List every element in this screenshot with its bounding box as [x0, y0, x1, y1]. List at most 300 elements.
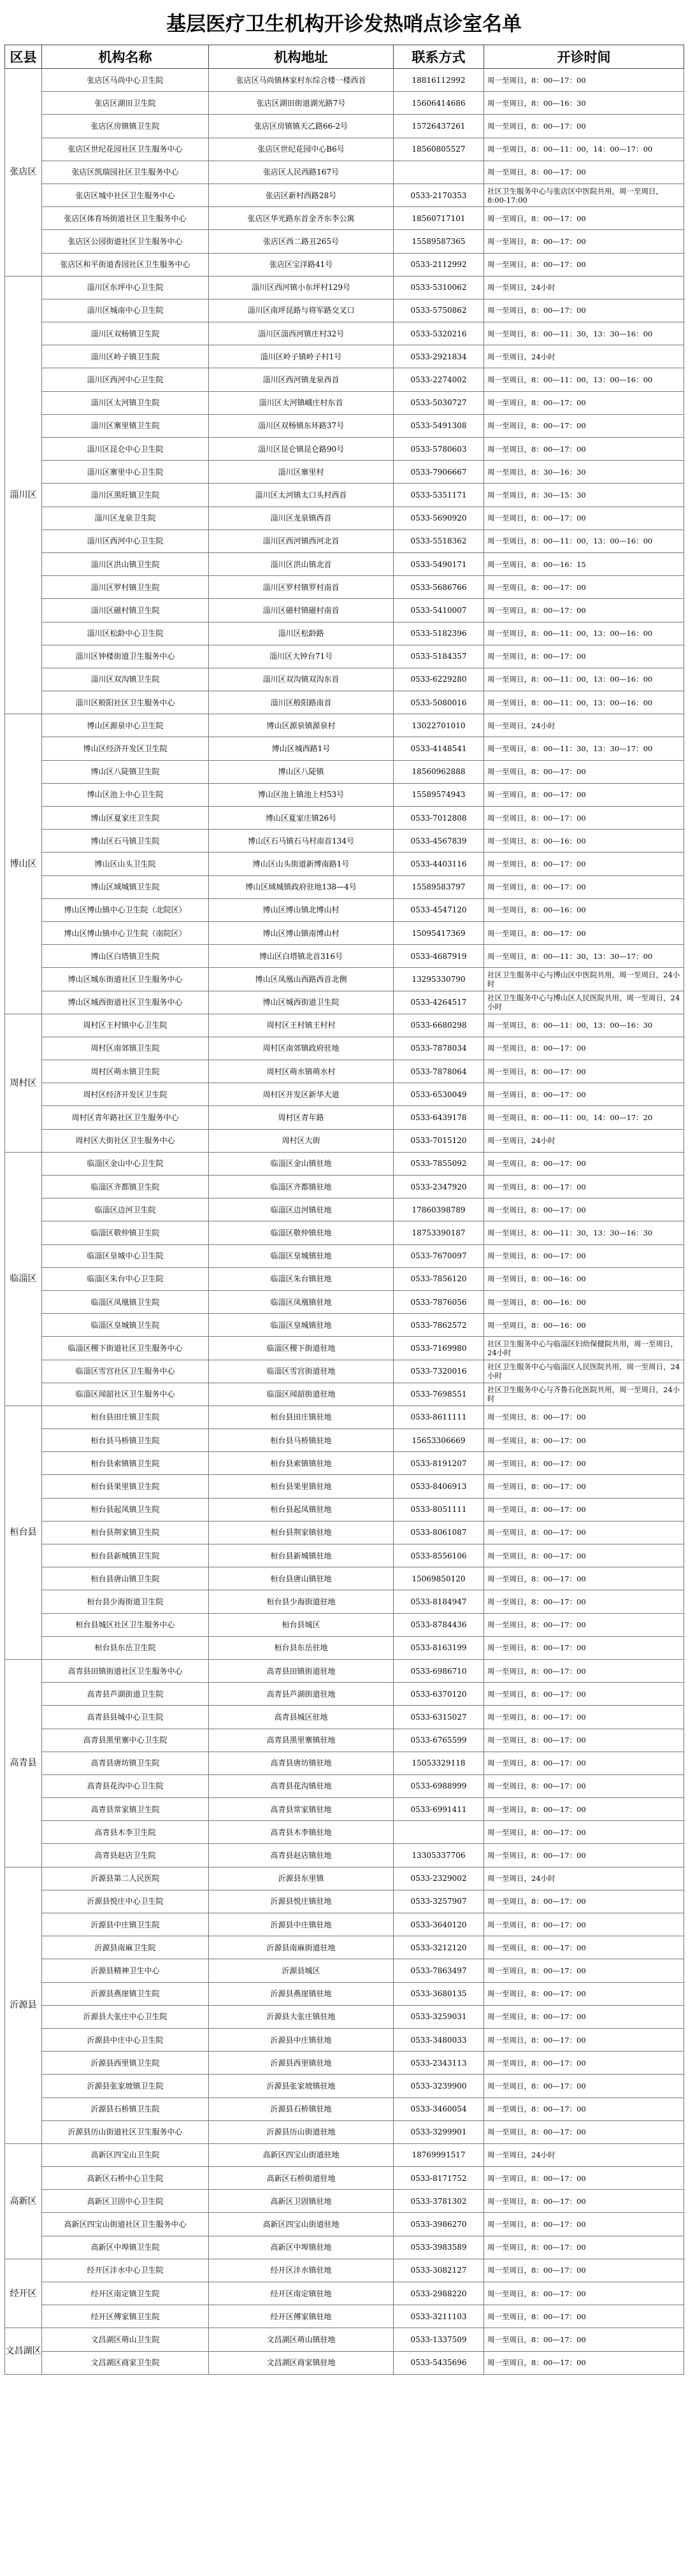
district-cell: 经开区	[5, 2259, 42, 2328]
institution-name-cell: 博山区八陡镇卫生院	[42, 760, 209, 783]
address-cell: 桓台县田庄镇驻地	[209, 1406, 394, 1428]
phone-cell: 0533-3460054	[394, 2097, 484, 2120]
address-cell: 沂源县中庄镇驻地	[209, 2028, 394, 2051]
hours-cell: 周一至周日，8：00—17：00	[484, 253, 684, 276]
table-row	[5, 183, 684, 206]
address-cell: 博山区石马镇石马村南首134号	[209, 830, 394, 853]
table-row	[5, 1982, 684, 2005]
address-cell: 临淄区齐都镇驻地	[209, 1176, 394, 1198]
phone-cell: 0533-7876056	[394, 1290, 484, 1313]
table-row	[5, 2143, 684, 2166]
address-cell: 淄川区磁村镇磁村南首	[209, 599, 394, 622]
hours-cell: 周一至周日，8：00—17：00	[484, 161, 684, 183]
phone-cell: 0533-4403116	[394, 853, 484, 875]
address-cell: 沂源县历山街道驻地	[209, 2120, 394, 2143]
phone-cell: 0533-5182396	[394, 622, 484, 645]
phone-cell: 0533-3259031	[394, 2005, 484, 2028]
address-cell: 临淄区皇城镇驻地	[209, 1244, 394, 1267]
phone-cell: 0533-2343113	[394, 2052, 484, 2075]
address-cell: 博山区源泉镇源泉村	[209, 714, 394, 737]
hours-cell: 社区卫生服务中心与临淄区妇幼保健院共用，周一至周日，24小时	[484, 1337, 684, 1360]
hours-cell: 社区卫生服务中心与临淄区人民医院共用，周一至周日，24小时	[484, 1360, 684, 1383]
address-cell: 张店区马尚镇林家村东综合楼一楼西首	[209, 69, 394, 92]
hours-cell: 社区卫生服务中心与博山区中医院共用，周一至周日，24小时	[484, 968, 684, 991]
table-body	[5, 69, 684, 2375]
table-row	[5, 1152, 684, 1175]
hours-cell: 周一至周日，8：00—17：00	[484, 299, 684, 322]
hours-cell: 周一至周日，8：00—16：00	[484, 1290, 684, 1313]
table-row	[5, 2351, 684, 2374]
institution-name-cell: 淄川区钟楼街道卫生服务中心	[42, 645, 209, 668]
phone-cell: 0533-8061087	[394, 1521, 484, 1544]
hours-cell: 周一至周日，8：00—17：00	[484, 1498, 684, 1521]
hours-cell: 周一至周日，8：00—17：00	[484, 1683, 684, 1706]
institution-name-cell: 博山区城西街道社区卫生服务中心	[42, 991, 209, 1014]
hours-cell: 周一至周日，24小时	[484, 1867, 684, 1890]
address-cell: 张店区西二路丑265号	[209, 230, 394, 253]
institution-name-cell: 淄川区磁村镇卫生院	[42, 599, 209, 622]
institution-name-cell: 高青县唐坊镇卫生院	[42, 1752, 209, 1774]
hours-cell: 周一至周日，8：00—17：00	[484, 1844, 684, 1867]
hours-cell: 周一至周日，8：00—11：00，13：00—16：00	[484, 622, 684, 645]
table-row	[5, 830, 684, 853]
address-cell: 桓台县少海街道驻地	[209, 1590, 394, 1613]
address-cell: 淄川区西河镇小东坪村129号	[209, 276, 394, 299]
table-row	[5, 1867, 684, 1890]
institution-name-cell: 沂源县中庄镇卫生院	[42, 1913, 209, 1936]
institution-name-cell: 高青县赵店卫生院	[42, 1844, 209, 1867]
address-cell: 淄川区岭子镇岭子村1号	[209, 345, 394, 368]
phone-cell: 18560805527	[394, 138, 484, 161]
hours-cell: 周一至周日，8：00—17：00	[484, 2005, 684, 2028]
institution-name-cell: 沂源县西里镇卫生院	[42, 2052, 209, 2075]
phone-cell: 15589583797	[394, 875, 484, 898]
phone-cell: 0533-5750862	[394, 299, 484, 322]
phone-cell: 0533-3480033	[394, 2028, 484, 2051]
table-row	[5, 2236, 684, 2259]
table-row	[5, 2028, 684, 2051]
phone-cell: 0533-5491308	[394, 414, 484, 437]
table-row	[5, 898, 684, 921]
phone-cell: 0533-7320016	[394, 1360, 484, 1383]
address-cell: 经开区南定镇驻地	[209, 2282, 394, 2305]
phone-cell: 0533-8611111	[394, 1406, 484, 1428]
address-cell: 临淄区凤凰镇驻地	[209, 1290, 394, 1313]
address-cell: 博山区城西路1号	[209, 737, 394, 760]
hours-cell: 周一至周日，8：00—11：00，14：00—17：00	[484, 138, 684, 161]
phone-cell: 0533-3986270	[394, 2213, 484, 2236]
institution-name-cell: 高新区四宝山街道社区卫生服务中心	[42, 2213, 209, 2236]
table-row	[5, 668, 684, 691]
phone-cell: 0533-6765599	[394, 1729, 484, 1752]
address-cell: 高青县赵店镇驻地	[209, 1844, 394, 1867]
table-row	[5, 1636, 684, 1659]
address-cell: 博山区山头街道新博南路1号	[209, 853, 394, 875]
hours-cell: 周一至周日，8：00—17：00	[484, 2097, 684, 2120]
table-row	[5, 921, 684, 944]
institution-name-cell: 淄川区寨里中心卫生院	[42, 461, 209, 484]
table-row	[5, 345, 684, 368]
institution-name-cell: 博山区石马镇卫生院	[42, 830, 209, 853]
institution-name-cell: 张店区和平街道香园社区卫生服务中心	[42, 253, 209, 276]
table-row	[5, 1798, 684, 1821]
hours-cell: 周一至周日，8：00—17：00	[484, 2328, 684, 2351]
institution-name-cell: 博山区城东街道社区卫生服务中心	[42, 968, 209, 991]
address-cell: 高新区石桥街道驻地	[209, 2167, 394, 2190]
hours-cell: 周一至周日，8：00—17：00	[484, 783, 684, 806]
institution-name-cell: 周村区萌水镇卫生院	[42, 1060, 209, 1083]
phone-cell: 0533-2921834	[394, 345, 484, 368]
institution-name-cell: 桓台县城区社区卫生服务中心	[42, 1613, 209, 1636]
table-row	[5, 1083, 684, 1106]
institution-name-cell: 博山区池上中心卫生院	[42, 783, 209, 806]
institution-name-cell: 临淄区闻韶社区卫生服务中心	[42, 1383, 209, 1406]
table-row	[5, 1844, 684, 1867]
address-cell: 文昌湖区商家镇驻地	[209, 2351, 394, 2374]
hours-cell: 周一至周日，8：00—11：30，13：30—16：30	[484, 1221, 684, 1244]
table-row	[5, 1429, 684, 1452]
table-row	[5, 1176, 684, 1198]
hours-cell: 周一至周日，8：00—17：00	[484, 853, 684, 875]
phone-cell: 0533-5030727	[394, 391, 484, 414]
hours-cell: 周一至周日，8：00—17：00	[484, 1706, 684, 1729]
hours-cell: 周一至周日，8：00—17：00	[484, 1521, 684, 1544]
table-row	[5, 1014, 684, 1037]
table-row	[5, 760, 684, 783]
phone-cell: 0533-7863497	[394, 1959, 484, 1982]
address-cell: 淄川区松龄路	[209, 622, 394, 645]
phone-cell: 0533-7698551	[394, 1383, 484, 1406]
institution-name-cell: 沂源县燕崖镇卫生院	[42, 1982, 209, 2005]
phone-cell: 0533-3299901	[394, 2120, 484, 2143]
address-cell: 沂源县东里镇	[209, 1867, 394, 1890]
institution-name-cell: 高青县黑里寨中心卫生院	[42, 1729, 209, 1752]
phone-cell: 13305337706	[394, 1844, 484, 1867]
phone-cell	[394, 161, 484, 183]
hours-cell: 周一至周日，8：00—17：00	[484, 2259, 684, 2282]
address-cell: 高青县芦湖街道驻地	[209, 1683, 394, 1706]
hours-cell: 周一至周日，8：00—11：00，13：00—16：00	[484, 529, 684, 552]
table-row	[5, 622, 684, 645]
institution-name-cell: 淄川区西河中心卫生院	[42, 368, 209, 391]
institution-name-cell: 淄川区龙泉卫生院	[42, 507, 209, 529]
hours-cell: 周一至周日，8：00—17：00	[484, 2028, 684, 2051]
institution-name-cell: 淄川区般阳社区卫生服务中心	[42, 691, 209, 714]
institution-name-cell: 张店区公园街道社区卫生服务中心	[42, 230, 209, 253]
hours-cell: 周一至周日，8：00—17：00	[484, 207, 684, 230]
hours-cell: 周一至周日，8：00—17：00	[484, 1913, 684, 1936]
district-cell: 文昌湖区	[5, 2328, 42, 2374]
phone-cell	[394, 1821, 484, 1844]
hours-cell: 周一至周日，8：00—17：00	[484, 760, 684, 783]
hours-cell: 周一至周日，8：00—17：00	[484, 507, 684, 529]
address-cell: 淄川区南坪昆路与将军路交叉口	[209, 299, 394, 322]
table-row	[5, 299, 684, 322]
hours-cell: 周一至周日，8：00—17：00	[484, 1567, 684, 1590]
institution-name-cell: 张店区凯瑞园社区卫生服务中心	[42, 161, 209, 183]
hours-cell: 周一至周日，8：00—11：00，13：00—16：00	[484, 368, 684, 391]
table-row	[5, 2213, 684, 2236]
phone-cell: 0533-7169980	[394, 1337, 484, 1360]
hours-cell: 周一至周日，8：00—17：00	[484, 1821, 684, 1844]
table-row	[5, 1498, 684, 1521]
institution-name-cell: 沂源县张家坡镇卫生院	[42, 2075, 209, 2097]
phone-cell: 0533-2112992	[394, 253, 484, 276]
institution-name-cell: 周村区南郊镇卫生院	[42, 1037, 209, 1060]
institution-name-cell: 淄川区太河镇卫生院	[42, 391, 209, 414]
table-row	[5, 2190, 684, 2213]
address-cell: 经开区傅家镇驻地	[209, 2305, 394, 2328]
institution-name-cell: 临淄区齐都镇卫生院	[42, 1176, 209, 1198]
table-row	[5, 1360, 684, 1383]
hours-cell: 周一至周日，8：00—17：00	[484, 2120, 684, 2143]
address-cell: 沂源县大张庄镇驻地	[209, 2005, 394, 2028]
phone-cell: 18560717101	[394, 207, 484, 230]
address-cell: 张店区世纪花园中心B6号	[209, 138, 394, 161]
clinic-table	[4, 45, 684, 2375]
hours-cell: 周一至周日，8：00—17：00	[484, 1544, 684, 1567]
address-cell: 周村区萌水镇萌水村	[209, 1060, 394, 1083]
address-cell: 淄川区淄西河镇庄村32号	[209, 322, 394, 345]
institution-name-cell: 临淄区皇城中心卫生院	[42, 1244, 209, 1267]
phone-cell: 15053329118	[394, 1752, 484, 1774]
table-row	[5, 2052, 684, 2075]
address-cell: 淄川区洪山镇北首	[209, 552, 394, 575]
institution-name-cell: 淄川区黑旺镇卫生院	[42, 484, 209, 507]
institution-name-cell: 临淄区朱台中心卫生院	[42, 1267, 209, 1290]
hours-cell: 周一至周日，8：00—17：00	[484, 1244, 684, 1267]
table-row	[5, 1060, 684, 1083]
institution-name-cell: 经开区傅家镇卫生院	[42, 2305, 209, 2328]
phone-cell: 0533-1337509	[394, 2328, 484, 2351]
phone-cell: 0533-7878064	[394, 1060, 484, 1083]
institution-name-cell: 博山区博山镇中心卫生院（北院区）	[42, 898, 209, 921]
hours-cell: 周一至周日，8：00—17：00	[484, 2167, 684, 2190]
district-cell: 高青县	[5, 1659, 42, 1867]
table-row	[5, 1752, 684, 1774]
hours-cell: 周一至周日，8：00—17：00	[484, 1037, 684, 1060]
phone-cell: 0533-4148541	[394, 737, 484, 760]
district-cell: 临淄区	[5, 1152, 42, 1406]
address-cell: 沂源县中庄镇驻地	[209, 1913, 394, 1936]
institution-name-cell: 高新区石桥中心卫生院	[42, 2167, 209, 2190]
phone-cell: 0533-4687919	[394, 945, 484, 968]
table-row	[5, 1521, 684, 1544]
address-cell: 淄川区昆仑镇昆仑路90号	[209, 438, 394, 461]
header-district: 区县	[5, 45, 42, 69]
address-cell: 高青县唐坊镇驻地	[209, 1752, 394, 1774]
phone-cell: 0533-8163199	[394, 1636, 484, 1659]
institution-name-cell: 临淄区敬仲镇卫生院	[42, 1221, 209, 1244]
phone-cell: 0533-2988220	[394, 2282, 484, 2305]
district-cell: 高新区	[5, 2143, 42, 2259]
table-row	[5, 2005, 684, 2028]
table-row	[5, 391, 684, 414]
phone-cell: 0533-3781302	[394, 2190, 484, 2213]
table-row	[5, 1959, 684, 1982]
table-row	[5, 1314, 684, 1337]
phone-cell: 0533-3640120	[394, 1913, 484, 1936]
phone-cell: 0533-5518362	[394, 529, 484, 552]
phone-cell: 0533-6315027	[394, 1706, 484, 1729]
address-cell: 桓台县索镇镇驻地	[209, 1452, 394, 1475]
address-cell: 淄川区太河镇峨庄村东首	[209, 391, 394, 414]
institution-name-cell: 沂源县第二人民医院	[42, 1867, 209, 1890]
phone-cell: 15653306669	[394, 1429, 484, 1452]
hours-cell: 周一至周日，8：00—17：00	[484, 1198, 684, 1221]
table-row	[5, 1106, 684, 1129]
table-row	[5, 737, 684, 760]
institution-name-cell: 张店区体育场街道社区卫生服务中心	[42, 207, 209, 230]
institution-name-cell: 临淄区边河卫生院	[42, 1198, 209, 1221]
table-row	[5, 2097, 684, 2120]
hours-cell: 周一至周日，8：00—16：00	[484, 1314, 684, 1337]
table-row	[5, 599, 684, 622]
district-cell: 桓台县	[5, 1406, 42, 1659]
table-row	[5, 1337, 684, 1360]
hours-cell: 周一至周日，8：00—16：15	[484, 552, 684, 575]
hours-cell: 周一至周日，8：00—17：00	[484, 414, 684, 437]
table-row	[5, 1774, 684, 1797]
header-address: 机构地址	[209, 45, 394, 69]
institution-name-cell: 临淄区金山中心卫生院	[42, 1152, 209, 1175]
hours-cell: 周一至周日，8：00—17：00	[484, 1429, 684, 1452]
address-cell: 高青县木李镇驻地	[209, 1821, 394, 1844]
phone-cell: 0533-4547120	[394, 898, 484, 921]
table-row	[5, 1913, 684, 1936]
institution-name-cell: 高青县木李卫生院	[42, 1821, 209, 1844]
table-row	[5, 1890, 684, 1913]
address-cell: 桓台县果里镇驻地	[209, 1475, 394, 1498]
table-row	[5, 2120, 684, 2143]
table-row	[5, 92, 684, 115]
institution-name-cell: 沂源县石桥镇卫生院	[42, 2097, 209, 2120]
institution-name-cell: 周村区大街社区卫生服务中心	[42, 1129, 209, 1152]
table-row	[5, 276, 684, 299]
institution-name-cell: 桓台县马桥镇卫生院	[42, 1429, 209, 1452]
hours-cell: 周一至周日，8：00—17：00	[484, 230, 684, 253]
address-cell: 博山区博山镇南博山村	[209, 921, 394, 944]
address-cell: 博山区八陡镇	[209, 760, 394, 783]
phone-cell: 0533-6370120	[394, 1683, 484, 1706]
address-cell: 沂源县城区	[209, 1959, 394, 1982]
table-row	[5, 807, 684, 830]
phone-cell: 0533-3680135	[394, 1982, 484, 2005]
table-row	[5, 945, 684, 968]
phone-cell: 0533-7855092	[394, 1152, 484, 1175]
address-cell: 淄川区罗村镇罗村南首	[209, 576, 394, 599]
hours-cell: 周一至周日，8：00—17：00	[484, 2190, 684, 2213]
institution-name-cell: 淄川区松龄中心卫生院	[42, 622, 209, 645]
institution-name-cell: 桓台县东岳卫生院	[42, 1636, 209, 1659]
address-cell: 桓台县唐山镇驻地	[209, 1567, 394, 1590]
phone-cell: 18560962888	[394, 760, 484, 783]
page-title: 基层医疗卫生机构开诊发热哨点诊室名单	[166, 13, 522, 36]
table-row	[5, 1590, 684, 1613]
phone-cell: 0533-8191207	[394, 1452, 484, 1475]
institution-name-cell: 经开区沣水中心卫生院	[42, 2259, 209, 2282]
table-row	[5, 645, 684, 668]
table-row	[5, 529, 684, 552]
hours-cell: 周一至周日，8：00—17：00	[484, 1729, 684, 1752]
hours-cell: 周一至周日，8：00—17：00	[484, 1613, 684, 1636]
address-cell: 周村区南郊镇政府驻地	[209, 1037, 394, 1060]
address-cell: 沂源县西里镇驻地	[209, 2052, 394, 2075]
address-cell: 高青县常家镇驻地	[209, 1798, 394, 1821]
table-row	[5, 161, 684, 183]
phone-cell: 0533-3257907	[394, 1890, 484, 1913]
phone-cell: 0533-5435696	[394, 2351, 484, 2374]
header-hours: 开诊时间	[484, 45, 684, 69]
table-row	[5, 875, 684, 898]
address-cell: 博山区凤凰山西路西首北侧	[209, 968, 394, 991]
address-cell: 临淄区边河镇驻地	[209, 1198, 394, 1221]
district-cell: 沂源县	[5, 1867, 42, 2143]
phone-cell: 15095417369	[394, 921, 484, 944]
institution-name-cell: 淄川区东坪中心卫生院	[42, 276, 209, 299]
hours-cell: 周一至周日，8：00—17：00	[484, 391, 684, 414]
institution-name-cell: 淄川区双沟镇卫生院	[42, 668, 209, 691]
institution-name-cell: 经开区南定镇卫生院	[42, 2282, 209, 2305]
address-cell: 临淄区皇城镇驻地	[209, 1314, 394, 1337]
address-cell: 沂源县张家坡镇驻地	[209, 2075, 394, 2097]
phone-cell: 0533-5080016	[394, 691, 484, 714]
hours-cell: 周一至周日，8：00—17：00	[484, 1982, 684, 2005]
table-row	[5, 1406, 684, 1428]
address-cell: 周村区青年路	[209, 1106, 394, 1129]
hours-cell: 周一至周日，8：00—11：30，13：30—17：00	[484, 945, 684, 968]
table-row	[5, 1729, 684, 1752]
phone-cell: 0533-4567839	[394, 830, 484, 853]
phone-cell: 0533-7878034	[394, 1037, 484, 1060]
table-row	[5, 714, 684, 737]
address-cell: 淄川区西河镇龙泉西首	[209, 368, 394, 391]
phone-cell: 0533-5320216	[394, 322, 484, 345]
institution-name-cell: 沂源县南麻卫生院	[42, 1936, 209, 1959]
phone-cell: 0533-8184947	[394, 1590, 484, 1613]
hours-cell: 周一至周日，24小时	[484, 276, 684, 299]
institution-name-cell: 张店区马尚中心卫生院	[42, 69, 209, 92]
address-cell: 周村区开发区新华大道	[209, 1083, 394, 1106]
phone-cell: 0533-2170353	[394, 183, 484, 206]
address-cell: 淄川区西河镇西河北首	[209, 529, 394, 552]
phone-cell: 15726437261	[394, 115, 484, 138]
institution-name-cell: 淄川区寨里镇卫生院	[42, 414, 209, 437]
institution-name-cell: 文昌湖区萌山卫生院	[42, 2328, 209, 2351]
hours-cell: 周一至周日，8：00—17：00	[484, 2282, 684, 2305]
phone-cell: 15606414686	[394, 92, 484, 115]
institution-name-cell: 张店区湖田卫生院	[42, 92, 209, 115]
phone-cell: 15589587365	[394, 230, 484, 253]
table-row	[5, 207, 684, 230]
institution-name-cell: 沂源县精神卫生中心	[42, 1959, 209, 1982]
institution-name-cell: 博山区白塔镇卫生院	[42, 945, 209, 968]
institution-name-cell: 淄川区城南中心卫生院	[42, 299, 209, 322]
address-cell: 临淄区敬仲镇驻地	[209, 1221, 394, 1244]
phone-cell: 18753390187	[394, 1221, 484, 1244]
address-cell: 高青县田镇街道驻地	[209, 1659, 394, 1682]
hours-cell: 周一至周日，8：00—17：00	[484, 1659, 684, 1682]
table-row	[5, 2282, 684, 2305]
institution-name-cell: 临淄区雪宫社区卫生服务中心	[42, 1360, 209, 1383]
table-row	[5, 1452, 684, 1475]
address-cell: 张店区房镇镇天乙路66-2号	[209, 115, 394, 138]
table-row	[5, 1936, 684, 1959]
institution-name-cell: 桓台县少海街道卫生院	[42, 1590, 209, 1613]
institution-name-cell: 博山区山头卫生院	[42, 853, 209, 875]
phone-cell: 13295330790	[394, 968, 484, 991]
institution-name-cell: 高青县田镇街道社区卫生服务中心	[42, 1659, 209, 1682]
